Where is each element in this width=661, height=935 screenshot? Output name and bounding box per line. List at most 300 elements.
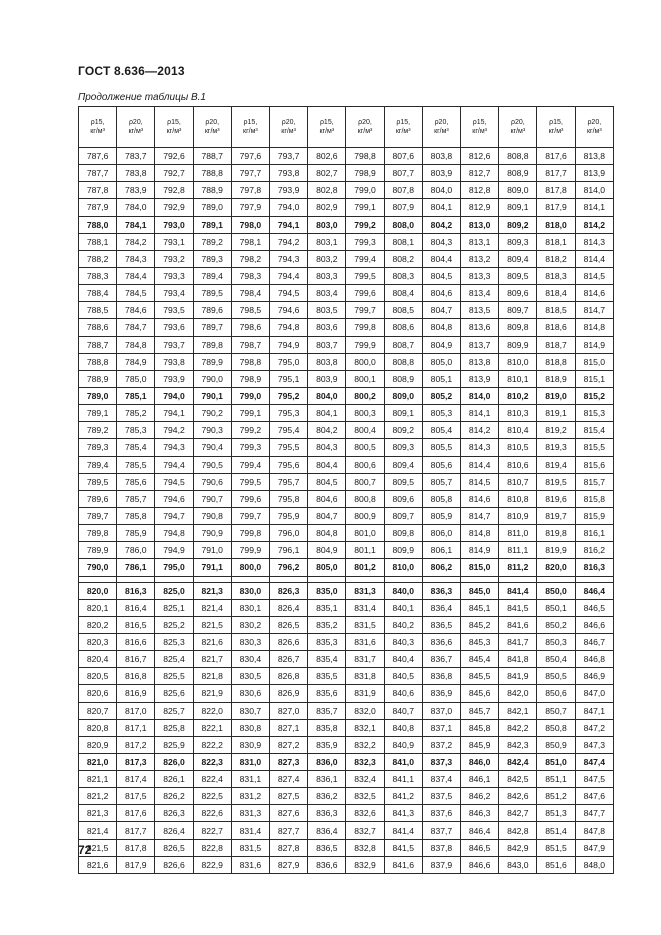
table-cell: 818,5: [537, 302, 575, 319]
column-header-symbol: ρ20,: [358, 119, 372, 126]
table-cell: 789,1: [193, 216, 231, 233]
table-cell: 787,9: [79, 199, 117, 216]
table-row: [79, 788, 614, 805]
table-cell: 847,9: [575, 839, 613, 856]
table-cell: 796,0: [270, 525, 308, 542]
table-cell: 814,7: [575, 302, 613, 319]
table-row: [79, 439, 614, 456]
table-cell: 793,1: [155, 233, 193, 250]
table-cell: 826,4: [155, 822, 193, 839]
table-cell: 813,0: [461, 216, 499, 233]
table-cell: 790,0: [193, 370, 231, 387]
table-cell: 814,4: [461, 456, 499, 473]
table-cell: 850,1: [537, 599, 575, 616]
table-cell: 810,8: [499, 490, 537, 507]
table-cell: 814,3: [461, 439, 499, 456]
column-header: [270, 107, 308, 148]
table-row: [79, 148, 614, 165]
table-cell: 841,8: [499, 651, 537, 668]
table-cell: 814,5: [461, 473, 499, 490]
table-cell: 816,1: [575, 525, 613, 542]
table-cell: 785,8: [117, 507, 155, 524]
table-cell: 813,8: [575, 148, 613, 165]
table-cell: 831,3: [231, 805, 269, 822]
table-cell: 804,9: [422, 336, 460, 353]
table-cell: 851,2: [537, 788, 575, 805]
table-cell: 822,0: [193, 702, 231, 719]
column-header-unit: кг/м³: [90, 128, 105, 135]
table-cell: 790,7: [193, 490, 231, 507]
table-cell: 790,3: [193, 422, 231, 439]
table-cell: 846,3: [461, 805, 499, 822]
table-cell: 792,8: [155, 182, 193, 199]
table-cell: 827,1: [270, 719, 308, 736]
table-cell: 802,8: [308, 182, 346, 199]
table-cell: 851,3: [537, 805, 575, 822]
table-cell: 822,1: [193, 719, 231, 736]
table-cell: 785,5: [117, 456, 155, 473]
table-cell: 795,3: [270, 405, 308, 422]
table-cell: 846,5: [461, 839, 499, 856]
table-cell: 800,0: [231, 559, 269, 576]
table-cell: 809,7: [384, 507, 422, 524]
table-cell: 826,4: [270, 599, 308, 616]
table-cell: 818,9: [537, 370, 575, 387]
table-cell: 827,4: [270, 771, 308, 788]
table-cell: 827,3: [270, 753, 308, 770]
table-cell: 798,2: [231, 250, 269, 267]
table-cell: 809,3: [499, 233, 537, 250]
table-cell: 789,8: [193, 336, 231, 353]
table-cell: 818,6: [537, 319, 575, 336]
table-cell: 803,5: [308, 302, 346, 319]
table-cell: 837,9: [422, 856, 460, 873]
table-cell: 805,6: [422, 456, 460, 473]
table-cell: 789,3: [79, 439, 117, 456]
table-cell: 837,7: [422, 822, 460, 839]
table-cell: 827,5: [270, 788, 308, 805]
table-cell: 800,9: [346, 507, 384, 524]
table-cell: 835,7: [308, 702, 346, 719]
column-header: [308, 107, 346, 148]
table-cell: 818,4: [537, 285, 575, 302]
table-cell: 809,2: [384, 422, 422, 439]
table-cell: 827,2: [270, 736, 308, 753]
table-cell: 799,2: [346, 216, 384, 233]
table-cell: 845,2: [461, 616, 499, 633]
table-cell: 804,2: [422, 216, 460, 233]
table-cell: 795,0: [270, 353, 308, 370]
table-cell: 818,3: [537, 267, 575, 284]
table-cell: 798,4: [231, 285, 269, 302]
table-row: [79, 387, 614, 404]
table-cell: 820,8: [79, 719, 117, 736]
table-cell: 798,5: [231, 302, 269, 319]
table-cell: 803,6: [308, 319, 346, 336]
table-cell: 818,0: [537, 216, 575, 233]
column-header-symbol: ρ20,: [434, 119, 449, 126]
table-cell: 837,3: [422, 753, 460, 770]
table-cell: 805,4: [422, 422, 460, 439]
table-cell: 821,1: [79, 771, 117, 788]
table-cell: 809,3: [384, 439, 422, 456]
table-cell: 815,0: [575, 353, 613, 370]
table-cell: 804,1: [422, 199, 460, 216]
table-cell: 809,1: [499, 199, 537, 216]
table-cell: 835,6: [308, 685, 346, 702]
column-header-unit: кг/м³: [548, 128, 564, 135]
table-cell: 789,2: [193, 233, 231, 250]
table-row: [79, 753, 614, 770]
table-cell: 822,6: [193, 805, 231, 822]
column-header: [422, 107, 460, 148]
table-cell: 785,4: [117, 439, 155, 456]
table-cell: 799,8: [231, 525, 269, 542]
table-cell: 807,9: [384, 199, 422, 216]
table-row: [79, 233, 614, 250]
table-cell: 788,6: [79, 319, 117, 336]
table-cell: 836,2: [308, 788, 346, 805]
table-cell: 850,8: [537, 719, 575, 736]
table-row: [79, 719, 614, 736]
table-row: [79, 216, 614, 233]
table-cell: 814,0: [575, 182, 613, 199]
table-cell: 840,7: [384, 702, 422, 719]
column-header-symbol: ρ15,: [549, 119, 563, 126]
table-cell: 832,0: [346, 702, 384, 719]
table-cell: 850,2: [537, 616, 575, 633]
table-cell: 820,9: [79, 736, 117, 753]
table-cell: 799,0: [231, 387, 269, 404]
table-cell: 794,7: [155, 507, 193, 524]
table-cell: 790,8: [193, 507, 231, 524]
table-cell: 819,2: [537, 422, 575, 439]
table-cell: 793,0: [155, 216, 193, 233]
table-cell: 808,1: [384, 233, 422, 250]
table-cell: 795,5: [270, 439, 308, 456]
table-cell: 814,0: [461, 387, 499, 404]
table-cell: 842,0: [499, 685, 537, 702]
table-cell: 787,8: [79, 182, 117, 199]
table-cell: 842,3: [499, 736, 537, 753]
table-cell: 850,3: [537, 633, 575, 650]
table-cell: 794,8: [155, 525, 193, 542]
table-cell: 804,6: [308, 490, 346, 507]
table-cell: 841,6: [384, 856, 422, 873]
table-cell: 788,0: [79, 216, 117, 233]
table-cell: 789,6: [79, 490, 117, 507]
table-row: [79, 507, 614, 524]
table-cell: 826,5: [270, 616, 308, 633]
table-cell: 816,7: [117, 651, 155, 668]
table-cell: 812,9: [461, 199, 499, 216]
table-cell: 841,2: [384, 788, 422, 805]
table-caption: Продолжение таблицы В.1: [78, 92, 206, 103]
table-cell: 821,3: [193, 582, 231, 599]
table-cell: 832,9: [346, 856, 384, 873]
table-cell: 815,9: [575, 507, 613, 524]
table-cell: 822,8: [193, 839, 231, 856]
column-header-symbol: ρ20,: [128, 119, 143, 126]
table-cell: 812,7: [461, 165, 499, 182]
table-cell: 790,0: [79, 559, 117, 576]
table-cell: 809,9: [384, 542, 422, 559]
table-cell: 793,7: [270, 148, 308, 165]
table-cell: 793,5: [155, 302, 193, 319]
table-cell: 821,0: [79, 753, 117, 770]
table-cell: 794,9: [270, 336, 308, 353]
table-cell: 826,6: [155, 856, 193, 873]
table-cell: 836,3: [422, 582, 460, 599]
table-cell: 817,2: [117, 736, 155, 753]
table-cell: 813,4: [461, 285, 499, 302]
table-cell: 840,2: [384, 616, 422, 633]
column-header-symbol: ρ20,: [587, 119, 602, 126]
table-cell: 798,6: [231, 319, 269, 336]
table-cell: 846,0: [461, 753, 499, 770]
table-cell: 836,6: [308, 856, 346, 873]
table-cell: 846,6: [575, 616, 613, 633]
table-cell: 817,8: [117, 839, 155, 856]
table-cell: 795,2: [270, 387, 308, 404]
table-cell: 840,3: [384, 633, 422, 650]
table-cell: 830,9: [231, 736, 269, 753]
table-cell: 837,4: [422, 771, 460, 788]
table-cell: 815,5: [575, 439, 613, 456]
table-cell: 820,6: [79, 685, 117, 702]
column-header-unit: кг/м³: [204, 128, 220, 135]
table-row: [79, 353, 614, 370]
table-cell: 837,1: [422, 719, 460, 736]
table-cell: 795,6: [270, 456, 308, 473]
table-cell: 808,9: [499, 165, 537, 182]
table-cell: 804,4: [422, 250, 460, 267]
table-cell: 811,0: [499, 525, 537, 542]
table-cell: 821,8: [193, 668, 231, 685]
table-cell: 817,5: [117, 788, 155, 805]
table-cell: 810,1: [499, 370, 537, 387]
table-cell: 794,6: [155, 490, 193, 507]
table-row: [79, 685, 614, 702]
table-cell: 819,7: [537, 507, 575, 524]
table-cell: 819,1: [537, 405, 575, 422]
table-cell: 815,6: [575, 456, 613, 473]
table-row: [79, 702, 614, 719]
table-cell: 784,6: [117, 302, 155, 319]
table-row: [79, 542, 614, 559]
table-cell: 846,8: [575, 651, 613, 668]
table-cell: 795,4: [270, 422, 308, 439]
table-cell: 836,4: [308, 822, 346, 839]
column-header: [575, 107, 613, 148]
table-cell: 784,9: [117, 353, 155, 370]
table-cell: 825,9: [155, 736, 193, 753]
table-cell: 800,8: [346, 490, 384, 507]
table-cell: 836,1: [308, 771, 346, 788]
table-cell: 842,6: [499, 788, 537, 805]
table-cell: 842,2: [499, 719, 537, 736]
table-cell: 799,5: [231, 473, 269, 490]
table-cell: 831,3: [346, 582, 384, 599]
table-cell: 817,9: [537, 199, 575, 216]
table-cell: 815,4: [575, 422, 613, 439]
table-cell: 803,4: [308, 285, 346, 302]
column-header: [499, 107, 537, 148]
table-cell: 814,9: [461, 542, 499, 559]
table-cell: 814,7: [461, 507, 499, 524]
table-cell: 787,7: [79, 165, 117, 182]
table-cell: 831,7: [346, 651, 384, 668]
table-cell: 840,0: [384, 582, 422, 599]
table-cell: 804,7: [422, 302, 460, 319]
table-cell: 826,8: [270, 668, 308, 685]
table-cell: 850,6: [537, 685, 575, 702]
table-cell: 830,6: [231, 685, 269, 702]
table-cell: 830,2: [231, 616, 269, 633]
table-cell: 813,9: [461, 370, 499, 387]
table-cell: 819,5: [537, 473, 575, 490]
table-cell: 831,5: [346, 616, 384, 633]
table-cell: 804,5: [422, 267, 460, 284]
table-cell: 808,0: [384, 216, 422, 233]
column-header-unit: кг/м³: [472, 128, 487, 135]
table-row: [79, 319, 614, 336]
table-cell: 809,7: [499, 302, 537, 319]
table-cell: 800,6: [346, 456, 384, 473]
table-cell: 845,7: [461, 702, 499, 719]
table-cell: 803,1: [308, 233, 346, 250]
table-cell: 840,6: [384, 685, 422, 702]
table-cell: 830,4: [231, 651, 269, 668]
table-cell: 818,1: [537, 233, 575, 250]
table-cell: 797,8: [231, 182, 269, 199]
table-cell: 845,5: [461, 668, 499, 685]
table-cell: 817,7: [537, 165, 575, 182]
table-cell: 814,1: [575, 199, 613, 216]
table-cell: 799,7: [231, 507, 269, 524]
table-cell: 817,1: [117, 719, 155, 736]
table-cell: 817,8: [537, 182, 575, 199]
table-row: [79, 805, 614, 822]
table-cell: 850,4: [537, 651, 575, 668]
table-row: [79, 422, 614, 439]
table-cell: 790,2: [193, 405, 231, 422]
table-cell: 805,1: [422, 370, 460, 387]
table-cell: 798,0: [231, 216, 269, 233]
table-cell: 808,3: [384, 267, 422, 284]
table-cell: 813,1: [461, 233, 499, 250]
table-cell: 836,3: [308, 805, 346, 822]
table-cell: 798,9: [346, 165, 384, 182]
table-cell: 835,9: [308, 736, 346, 753]
table-cell: 798,9: [231, 370, 269, 387]
table-cell: 817,4: [117, 771, 155, 788]
table-cell: 841,7: [499, 633, 537, 650]
table-cell: 804,9: [308, 542, 346, 559]
table-cell: 845,1: [461, 599, 499, 616]
table-cell: 789,0: [193, 199, 231, 216]
table-cell: 832,6: [346, 805, 384, 822]
table-row: [79, 559, 614, 576]
table-cell: 783,8: [117, 165, 155, 182]
table-cell: 847,0: [575, 685, 613, 702]
table-cell: 816,8: [117, 668, 155, 685]
table-cell: 835,1: [308, 599, 346, 616]
table-cell: 813,9: [575, 165, 613, 182]
table-cell: 814,2: [461, 422, 499, 439]
table-cell: 837,0: [422, 702, 460, 719]
table-cell: 803,9: [308, 370, 346, 387]
table-cell: 809,9: [499, 336, 537, 353]
table-cell: 816,3: [117, 582, 155, 599]
table-cell: 809,4: [499, 250, 537, 267]
table-cell: 846,2: [461, 788, 499, 805]
table-cell: 794,4: [155, 456, 193, 473]
table-cell: 837,6: [422, 805, 460, 822]
table-cell: 803,8: [308, 353, 346, 370]
table-cell: 799,9: [231, 542, 269, 559]
table-cell: 836,5: [308, 839, 346, 856]
table-row: [79, 473, 614, 490]
table-cell: 850,5: [537, 668, 575, 685]
table-cell: 799,1: [231, 405, 269, 422]
column-header-unit: кг/м³: [319, 128, 335, 135]
table-cell: 802,9: [308, 199, 346, 216]
table-cell: 785,3: [117, 422, 155, 439]
table-cell: 790,9: [193, 525, 231, 542]
table-cell: 825,6: [155, 685, 193, 702]
table-cell: 816,3: [575, 559, 613, 576]
table-cell: 845,4: [461, 651, 499, 668]
table-cell: 809,0: [384, 387, 422, 404]
table-cell: 798,8: [231, 353, 269, 370]
table-cell: 827,9: [270, 856, 308, 873]
table-cell: 809,1: [384, 405, 422, 422]
table-cell: 804,6: [422, 285, 460, 302]
table-cell: 825,8: [155, 719, 193, 736]
column-header: [79, 107, 117, 148]
table-cell: 831,5: [231, 839, 269, 856]
table-header-row: [79, 107, 614, 148]
table-cell: 793,6: [155, 319, 193, 336]
table-cell: 835,4: [308, 651, 346, 668]
table-cell: 785,2: [117, 405, 155, 422]
table-cell: 851,1: [537, 771, 575, 788]
table-cell: 826,0: [155, 753, 193, 770]
table-cell: 789,4: [79, 456, 117, 473]
table-row: [79, 182, 614, 199]
table-cell: 851,6: [537, 856, 575, 873]
table-cell: 813,2: [461, 250, 499, 267]
table-cell: 818,2: [537, 250, 575, 267]
table-cell: 816,2: [575, 542, 613, 559]
table-cell: 810,2: [499, 387, 537, 404]
table-cell: 815,1: [575, 370, 613, 387]
table-cell: 799,4: [231, 456, 269, 473]
table-cell: 819,0: [537, 387, 575, 404]
table-cell: 815,3: [575, 405, 613, 422]
table-cell: 847,8: [575, 822, 613, 839]
column-header-symbol: ρ20,: [205, 119, 220, 126]
table-cell: 785,1: [117, 387, 155, 404]
table-cell: 815,8: [575, 490, 613, 507]
table-cell: 789,8: [79, 525, 117, 542]
table-row: [79, 370, 614, 387]
table-cell: 792,9: [155, 199, 193, 216]
table-cell: 820,4: [79, 651, 117, 668]
table-cell: 841,3: [384, 805, 422, 822]
table-cell: 805,8: [422, 490, 460, 507]
